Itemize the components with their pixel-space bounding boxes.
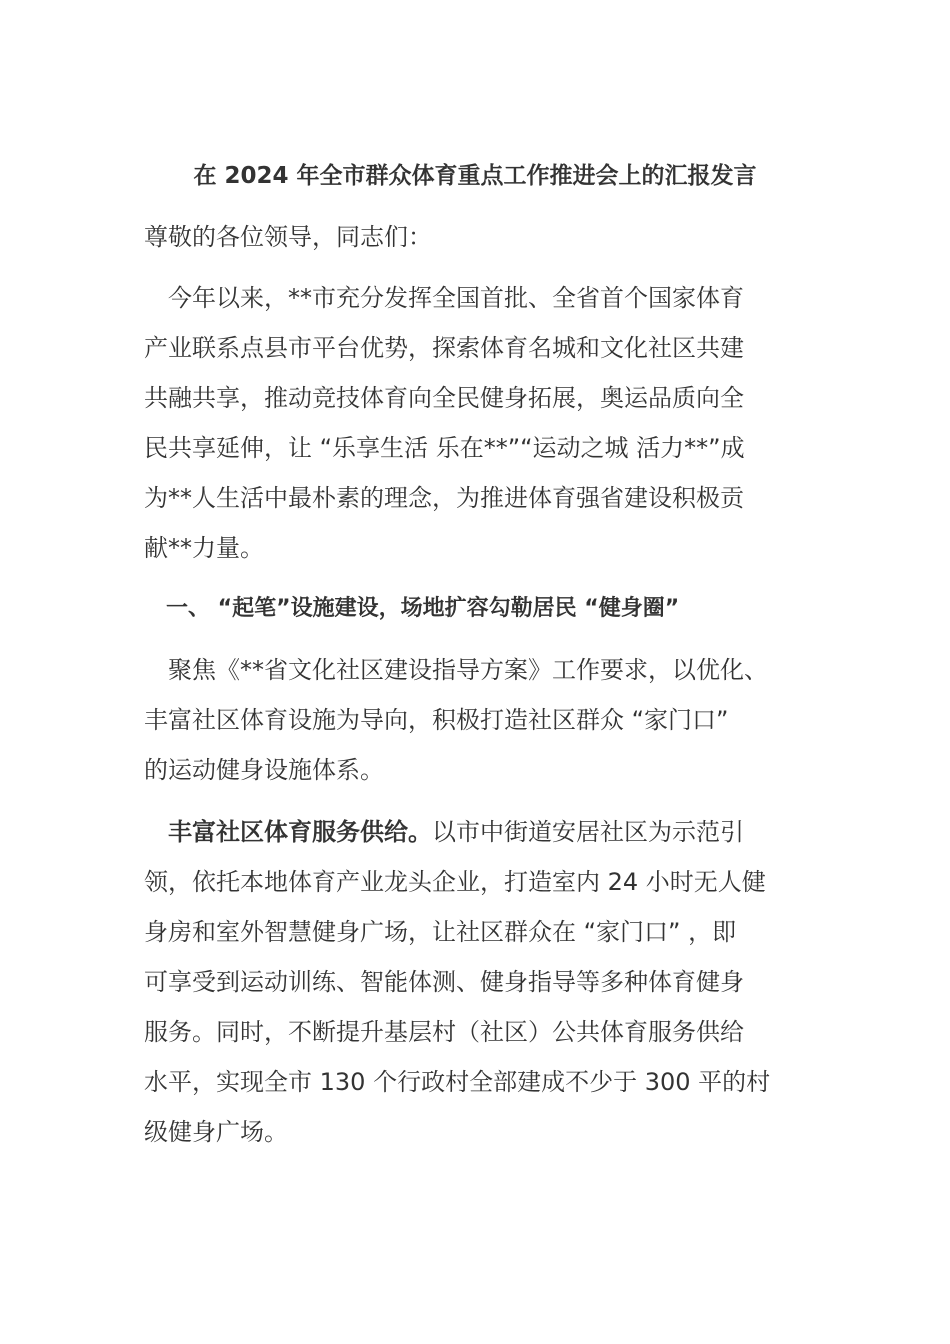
- subsection1-line-6: 水平，实现全市 130 个行政村全部建成不少于 300 平的村: [144, 1068, 771, 1096]
- subsection1-line-3: 身房和室外智慧健身广场，让社区群众在 “家门口” ，即: [144, 918, 737, 946]
- section-heading-1: 一、 “起笔”设施建设，场地扩容勾勒居民 “健身圈”: [144, 596, 680, 621]
- intro-line-2: 产业联系点县市平台优势，探索体育名城和文化社区共建: [144, 334, 744, 362]
- salutation: 尊敬的各位领导，同志们：: [144, 223, 432, 251]
- intro-line-4: 民共享延伸，让 “乐享生活 乐在**”“运动之城 活力**”成: [144, 434, 745, 462]
- section1-line-3: 的运动健身设施体系。: [144, 756, 384, 784]
- subsection1-bold-lead: 丰富社区体育服务供给。: [144, 818, 432, 846]
- subsection1-line-5: 服务。同时，不断提升基层村（社区）公共体育服务供给: [144, 1018, 744, 1046]
- intro-line-3: 共融共享，推动竞技体育向全民健身拓展，奥运品质向全: [144, 384, 744, 412]
- section1-line-1: 聚焦《**省文化社区建设指导方案》工作要求，以优化、: [144, 656, 768, 684]
- intro-line-1: 今年以来，**市充分发挥全国首批、全省首个国家体育: [144, 284, 744, 312]
- intro-line-6: 献**力量。: [144, 534, 264, 562]
- intro-line-5: 为**人生活中最朴素的理念，为推进体育强省建设积极贡: [144, 484, 744, 512]
- subsection1-line-7: 级健身广场。: [144, 1118, 288, 1146]
- subsection1-first-line-rest: 以市中街道安居社区为示范引: [432, 818, 744, 846]
- subsection1-line-2: 领，依托本地体育产业龙头企业，打造室内 24 小时无人健: [144, 868, 766, 896]
- subsection1-line-4: 可享受到运动训练、智能体测、健身指导等多种体育健身: [144, 968, 744, 996]
- subsection1-line-1: [144, 812, 744, 852]
- section1-line-2: 丰富社区体育设施为导向，积极打造社区群众 “家门口”: [144, 706, 729, 734]
- document-title: 在 2024 年全市群众体育重点工作推进会上的汇报发言: [193, 163, 757, 189]
